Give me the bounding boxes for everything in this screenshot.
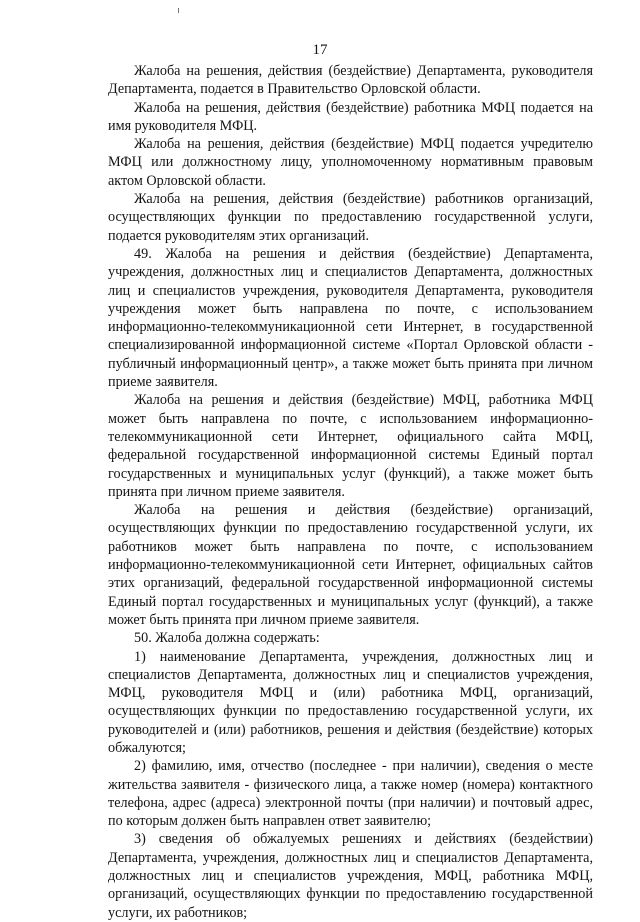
- paragraph-complaint-organizations: Жалоба на решения, действия (бездействие) работников организаций, осуществляющих функции по предоставлению государственной услуги, подается руководителям этих организаций.: [108, 191, 593, 244]
- list-item-3: 3) сведения об обжалуемых решениях и действиях (бездействии) Департамента, учреждения, должностных лиц и специалистов Департамента, должностных лиц и специалистов учреждения, МФЦ, работника МФЦ, организаций, осуществляющих функции по предоставлению государственной услуги, их работников;: [108, 831, 593, 921]
- paragraph-50-heading: 50. Жалоба должна содержать:: [134, 630, 320, 647]
- list-item-1: 1) наименование Департамента, учреждения, должностных лиц и специалистов Департамента, должностных лиц и специалистов учреждения, МФЦ, руководителя МФЦ и (или) работника МФЦ, организаций, осуществляющих функции по предоставлению государственной услуги, их руководителей и (или) работников, решения и действия (бездействие) которых обжалуются;: [108, 648, 593, 756]
- paragraph-complaint-mfc: Жалоба на решения, действия (бездействие) МФЦ подается учредителю МФЦ или должностному лицу, уполномоченному нормативным правовым актом Орловской области.: [108, 136, 593, 189]
- paragraph-49: 49. Жалоба на решения и действия (бездействие) Департамента, учреждения, должностных лиц и специалистов Департамента, должностных лиц и специалистов учреждения, руководителя Департамента, руководителя учреждения может быть направлена по почте, с использованием информационно-телекоммуникационной сети Интернет, в государственной специализированной информационной системе «Портал Орловской области - публичный информационный центр», а также может быть принята при личном приеме заявителя.: [108, 245, 593, 391]
- document-body: [108, 62, 593, 922]
- paragraph-complaint-mfc-worker: Жалоба на решения, действия (бездействие) работника МФЦ подается на имя руководителя МФЦ.: [108, 99, 593, 134]
- page-number: 17: [312, 42, 328, 58]
- scan-speck: [178, 8, 179, 13]
- paragraph-49-mfc: Жалоба на решения и действия (бездействие) МФЦ, работника МФЦ может быть направлена по почте, с использованием информационно-телекоммуникационной сети Интернет, официального сайта МФЦ, федеральной государственной информационной системы Единый портал государственных и муниципальных услуг (функций), а также может быть принята при личном приеме заявителя.: [108, 392, 593, 500]
- paragraph-49-organizations: Жалоба на решения и действия (бездействие) организаций, осуществляющих функции по предоставлению государственной услуги, их работников может быть направлена по почте, с использованием информационно-телекоммуникационной сети Интернет, официальных сайтов этих организаций, федеральной государственной информационной системы Единый портал государственных и муниципальных услуг (функций), а также может быть принята при личном приеме заявителя.: [108, 502, 593, 628]
- list-item-2: 2) фамилию, имя, отчество (последнее - при наличии), сведения о месте жительства заявителя - физического лица, а также номер (номера) контактного телефона, адрес (адреса) электронной почты (при наличии) и почтовый адрес, по которым должен быть направлен ответ заявителю;: [108, 758, 593, 830]
- paragraph-complaint-department: Жалоба на решения, действия (бездействие) Департамента, руководителя Департамента, подается в Правительство Орловской области.: [108, 63, 593, 98]
